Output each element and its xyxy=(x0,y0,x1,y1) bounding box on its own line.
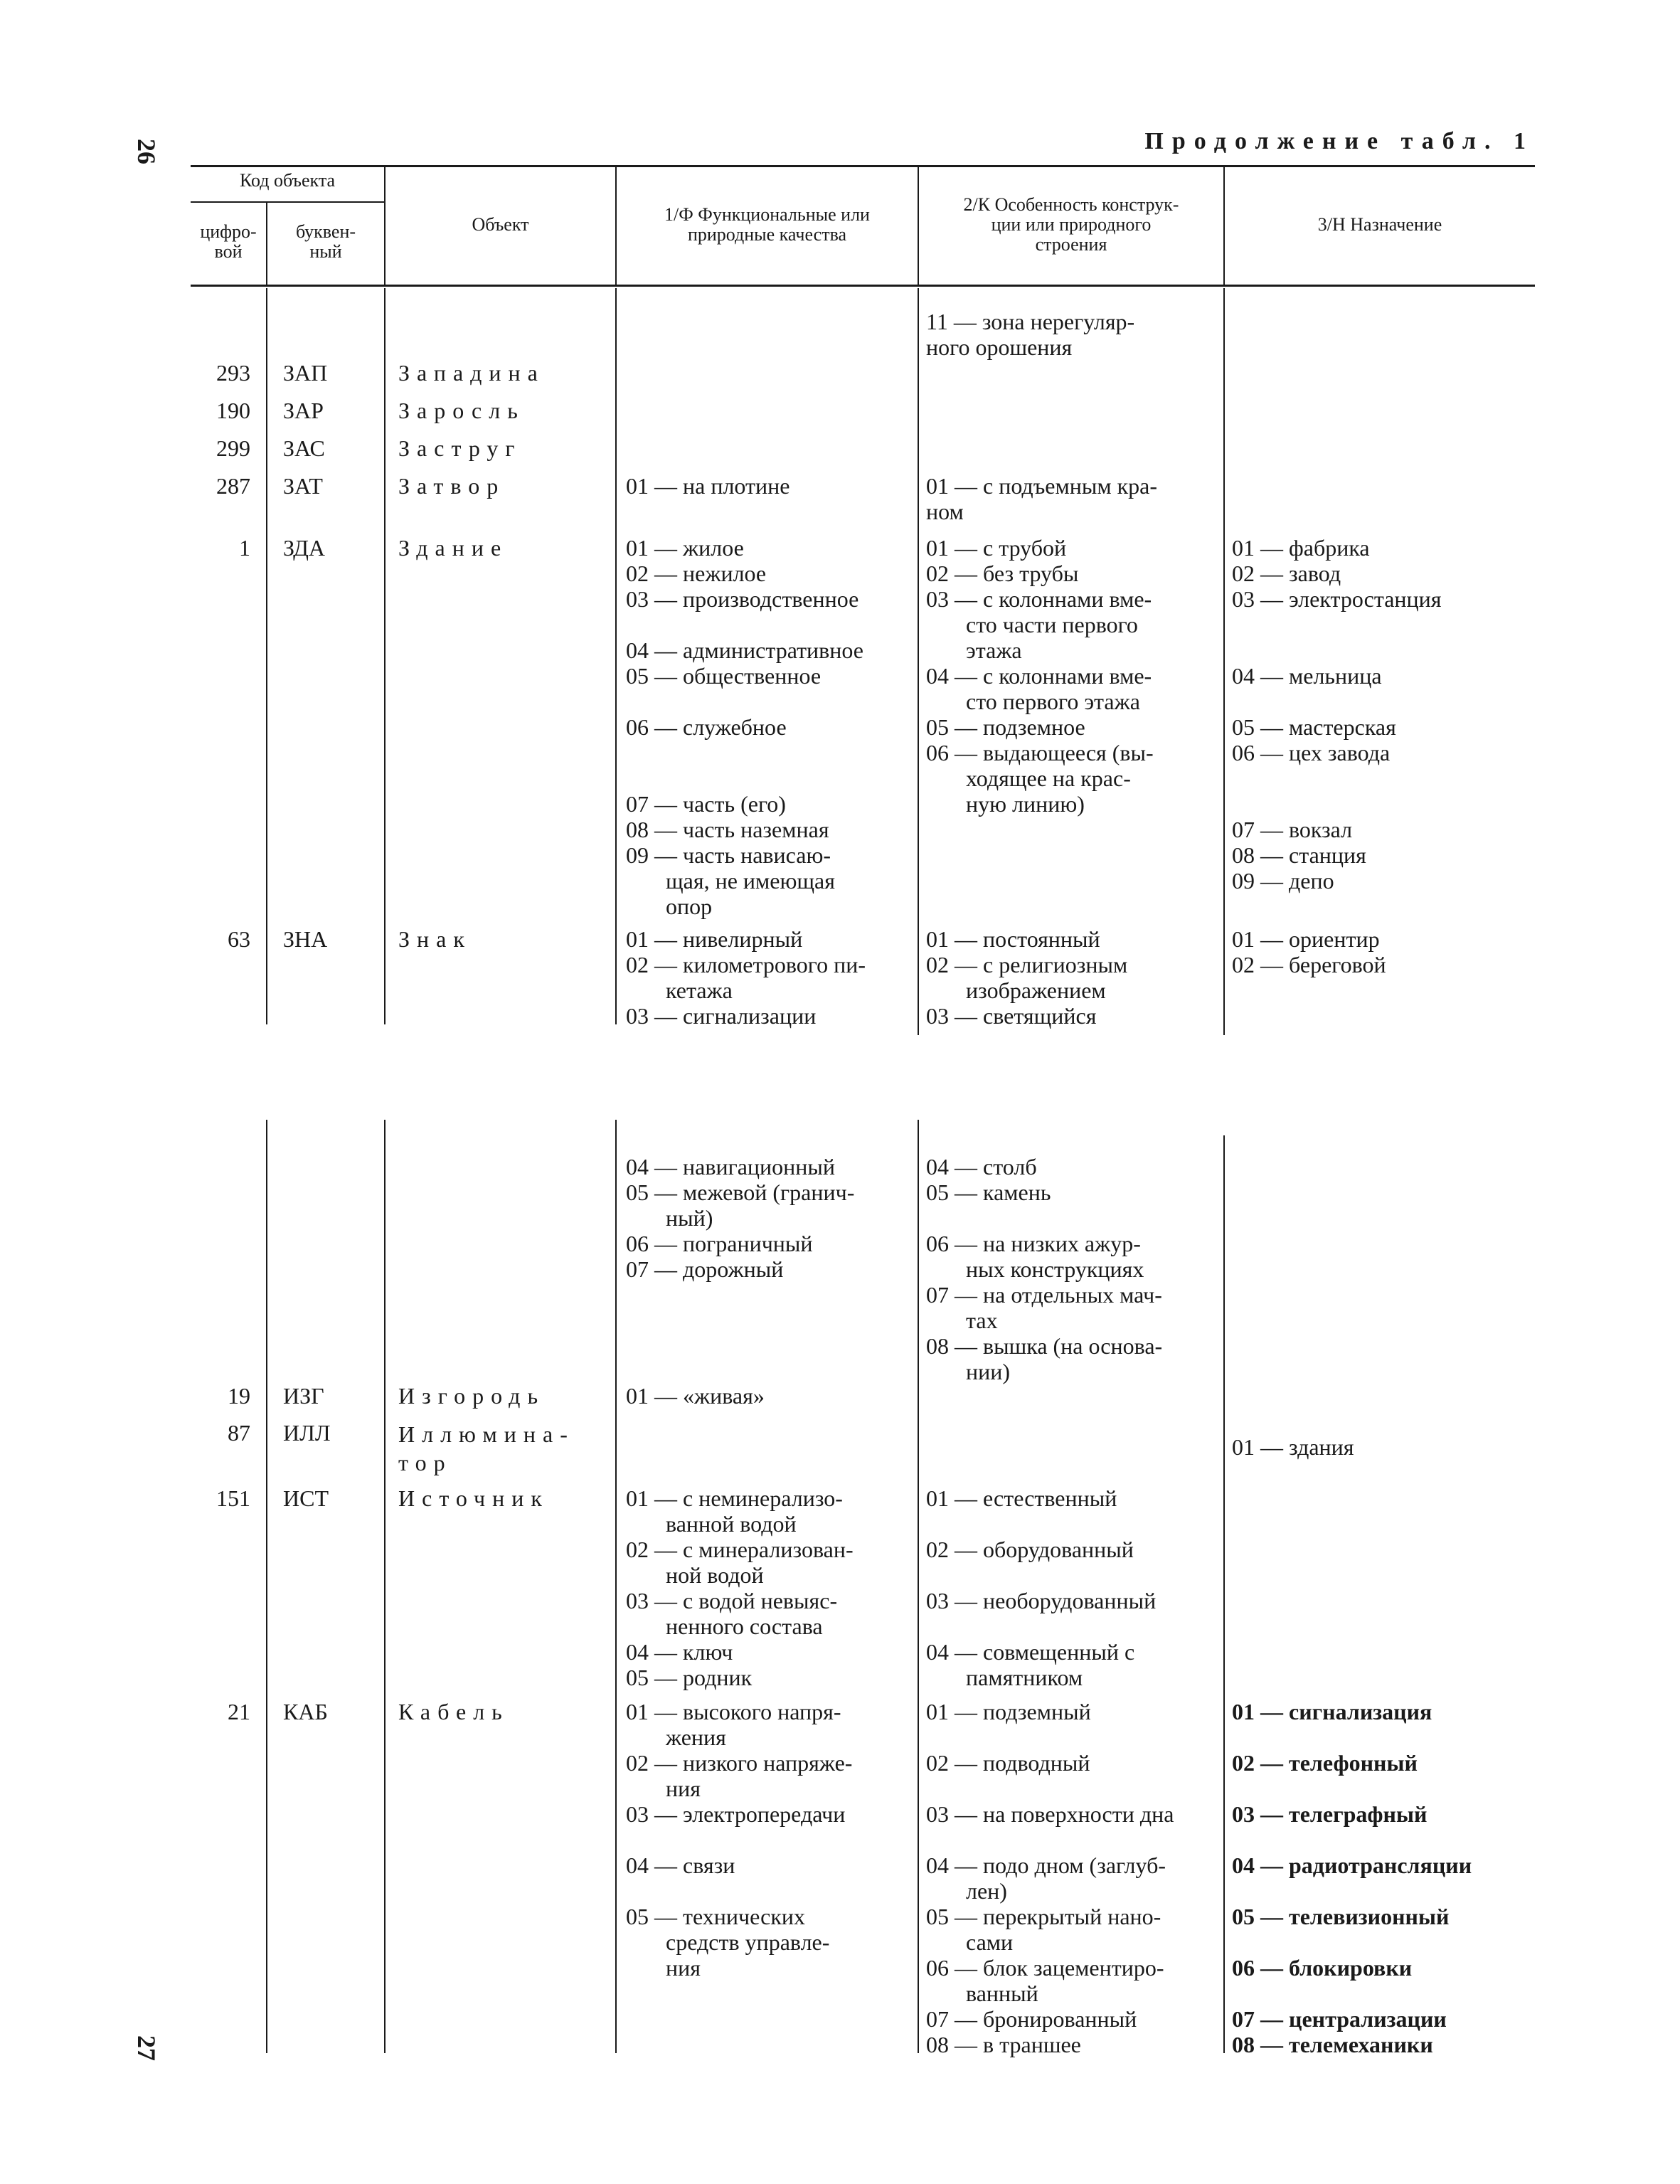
row-constr: 01 — естественный 02 — оборудованный 03 — необорудованный 04 — совмещенный с памятником xyxy=(926,1485,1157,1690)
row-object: Кабель xyxy=(398,1699,509,1724)
row-num: 19 xyxy=(228,1383,250,1409)
carry-func-bottom: 04 — навигационный 05 — межевой (гранич- ный) 06 — пограничный 07 — дорожный xyxy=(626,1154,855,1282)
row-constr: 01 — с подъемным кра- ном xyxy=(926,473,1157,524)
row-num: 287 xyxy=(216,473,250,499)
header-object: Объект xyxy=(472,214,529,235)
row-code: ИЗГ xyxy=(283,1383,324,1409)
header-kod: Код объекта xyxy=(239,170,336,191)
row-num: 21 xyxy=(228,1699,250,1724)
page-number-bottom: 27 xyxy=(132,2035,161,2061)
row-num: 1 xyxy=(239,535,250,561)
row-object: Заросль xyxy=(398,398,525,423)
row-num: 151 xyxy=(216,1485,250,1511)
row-object: Заструг xyxy=(398,435,522,461)
header-func: 1/Ф Функциональные или природные качества xyxy=(664,204,870,245)
carry-constr-bottom: 04 — столб 05 — камень 06 — на низких ажур- ных конструкциях 07 — на отдельных мач- тах 08 — вышка (на основа- нии) xyxy=(926,1154,1163,1384)
row-object: Изгородь xyxy=(398,1383,546,1409)
row-func: 01 — высокого напря- жения 02 — низкого напряже- ния 03 — электропередачи 04 — связи 05 — технических средств управле- ния xyxy=(626,1699,853,1981)
row-object: Иллюмина- тор xyxy=(398,1421,575,1475)
row-object: Источник xyxy=(398,1485,549,1511)
continuation-title: Продолжение табл. 1 xyxy=(1144,128,1534,154)
row-code: ИЛЛ xyxy=(283,1420,331,1446)
row-num: 293 xyxy=(216,360,250,386)
row-constr: 01 — постоянный 02 — с религиозным изображением 03 — светящийся xyxy=(926,926,1128,1029)
row-purpose: 01 — сигнализация 02 — телефонный 03 — телеграфный 04 — радиотрансляции 05 — телевизионный 06 — блокировки 07 — централизации 08 — телемеханики xyxy=(1232,1699,1472,2057)
header-constr: 2/К Особенность конструк- ции или природного строения xyxy=(963,194,1179,255)
row-num: 63 xyxy=(228,926,250,952)
row-purpose: 01 — ориентир 02 — береговой xyxy=(1232,926,1386,977)
row-func: 01 — нивелирный 02 — километрового пи- кетажа 03 — сигнализации xyxy=(626,926,866,1029)
row-func: 01 — жилое 02 — нежилое 03 — производственное 04 — административное 05 — общественное 06 — служебное 07 — часть (его) 08 — часть наземная 09 — часть нависаю- щая, не имеющая опор xyxy=(626,535,863,919)
row-constr: 01 — подземный 02 — подводный 03 — на поверхности дна 04 — подо дном (заглуб- лен) 05 — перекрытый нано- сами 06 — блок зацементиро- ванный 07 — бронированный 08 — в траншее xyxy=(926,1699,1174,2057)
column-rule xyxy=(615,288,617,1024)
row-func: 01 — с неминерализо- ванной водой 02 — с минерализован- ной водой 03 — с водой невыяс- ненного состава 04 — ключ 05 — родник xyxy=(626,1485,854,1690)
column-rule xyxy=(266,288,267,1024)
header-letter: буквен- ный xyxy=(295,221,356,262)
column-rule xyxy=(918,1120,919,2053)
row-func: 01 — на плотине xyxy=(626,473,790,499)
row-code: ЗНА xyxy=(283,926,328,952)
row-code: КАБ xyxy=(283,1699,328,1724)
row-object: Затвор xyxy=(398,473,506,499)
row-object: Западина xyxy=(398,360,545,386)
row-code: ЗАТ xyxy=(283,473,323,499)
page-number-top: 26 xyxy=(132,139,161,164)
header-top-rule xyxy=(191,165,1535,167)
carry-constr-top: 11 — зона нерегуляр- ного орошения xyxy=(926,309,1135,360)
header-digital: цифро- вой xyxy=(200,221,257,262)
column-rule xyxy=(266,1120,267,2053)
row-code: ЗАП xyxy=(283,360,328,386)
row-num: 190 xyxy=(216,398,250,423)
row-code: ЗАР xyxy=(283,398,324,423)
row-object: Знак xyxy=(398,926,472,952)
header-purpose: 3/Н Назначение xyxy=(1317,214,1442,235)
row-purpose: 01 — фабрика 02 — завод 03 — электростанция 04 — мельница 05 — мастерская 06 — цех завода 07 — вокзал 08 — станция 09 — депо xyxy=(1232,535,1442,894)
row-func: 01 — «живая» xyxy=(626,1383,765,1409)
row-num: 299 xyxy=(216,435,250,461)
kod-sub-rule xyxy=(191,201,384,203)
column-rule xyxy=(918,288,919,1035)
column-rule xyxy=(384,288,386,1024)
column-rule xyxy=(384,1120,386,2053)
column-rule xyxy=(1223,288,1225,1035)
row-object: Здание xyxy=(398,535,509,561)
column-rule xyxy=(615,1120,617,2053)
column-rule xyxy=(1223,1135,1225,2053)
row-code: ИСТ xyxy=(283,1485,329,1511)
row-code: ЗАС xyxy=(283,435,325,461)
row-code: ЗДА xyxy=(283,535,326,561)
row-purpose: 01 — здания xyxy=(1232,1434,1354,1460)
row-num: 87 xyxy=(228,1420,250,1446)
row-constr: 01 — с трубой 02 — без трубы 03 — с колоннами вме- сто части первого этажа 04 — с колоннами вме- сто первого этажа 05 — подземное 06 — выдающееся (вы- ходящее на крас- ную линию) xyxy=(926,535,1154,817)
header-bottom-rule xyxy=(191,285,1535,287)
